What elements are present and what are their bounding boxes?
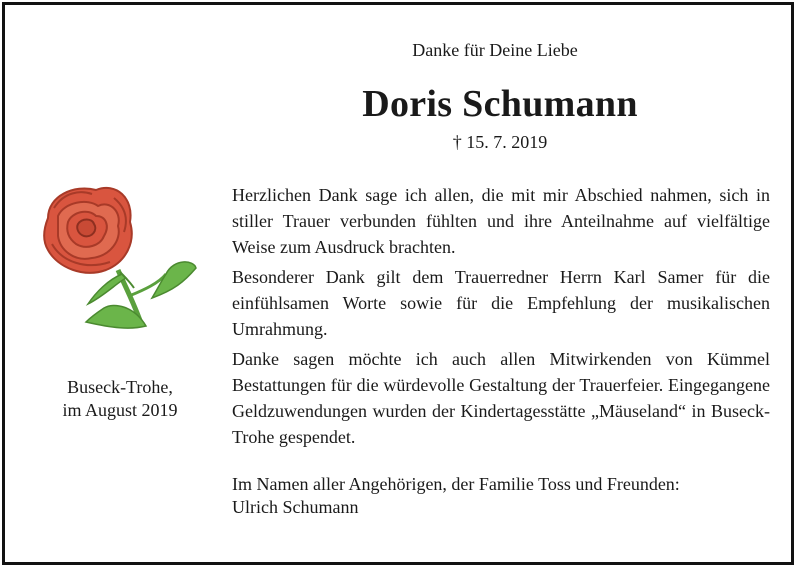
place-date: [30, 376, 210, 422]
death-date: † 15. 7. 2019: [452, 132, 548, 152]
closing-line: Im Namen aller Angehörigen, der Familie Toss und Freunden:: [232, 474, 680, 494]
place-line-2: im August 2019: [62, 400, 178, 420]
signatory-name: Ulrich Schumann: [232, 497, 359, 517]
paragraph-2: Besonderer Dank gilt dem Trauerredner Herrn Karl Samer für die einfühlsamen Worte sowie für die Empfehlung der musikalischen Umrahmung.: [232, 267, 770, 339]
greeting-text: Danke für Deine Liebe: [412, 40, 578, 60]
closing-signature: [232, 473, 772, 519]
paragraph-3: Danke sagen möchte ich auch allen Mitwirkenden von Kümmel Bestattungen für die würdevolle Gestaltung der Trauerfeier. Eingegangene Geldzuwendungen wurden der Kindertagesstätte „Mäuseland“ in Buseck-Trohe gespendet.: [232, 349, 770, 447]
place-line-1: Buseck-Trohe,: [67, 377, 173, 397]
paragraph-1: Herzlichen Dank sage ich allen, die mit mir Abschied nahmen, sich in stiller Trauer verbunden fühlten und ihre Anteilnahme auf vielfältige Weise zum Ausdruck brachten.: [232, 185, 770, 257]
deceased-name: Doris Schumann: [362, 83, 638, 125]
thanks-text: [232, 182, 770, 454]
rose-image: [34, 178, 199, 338]
